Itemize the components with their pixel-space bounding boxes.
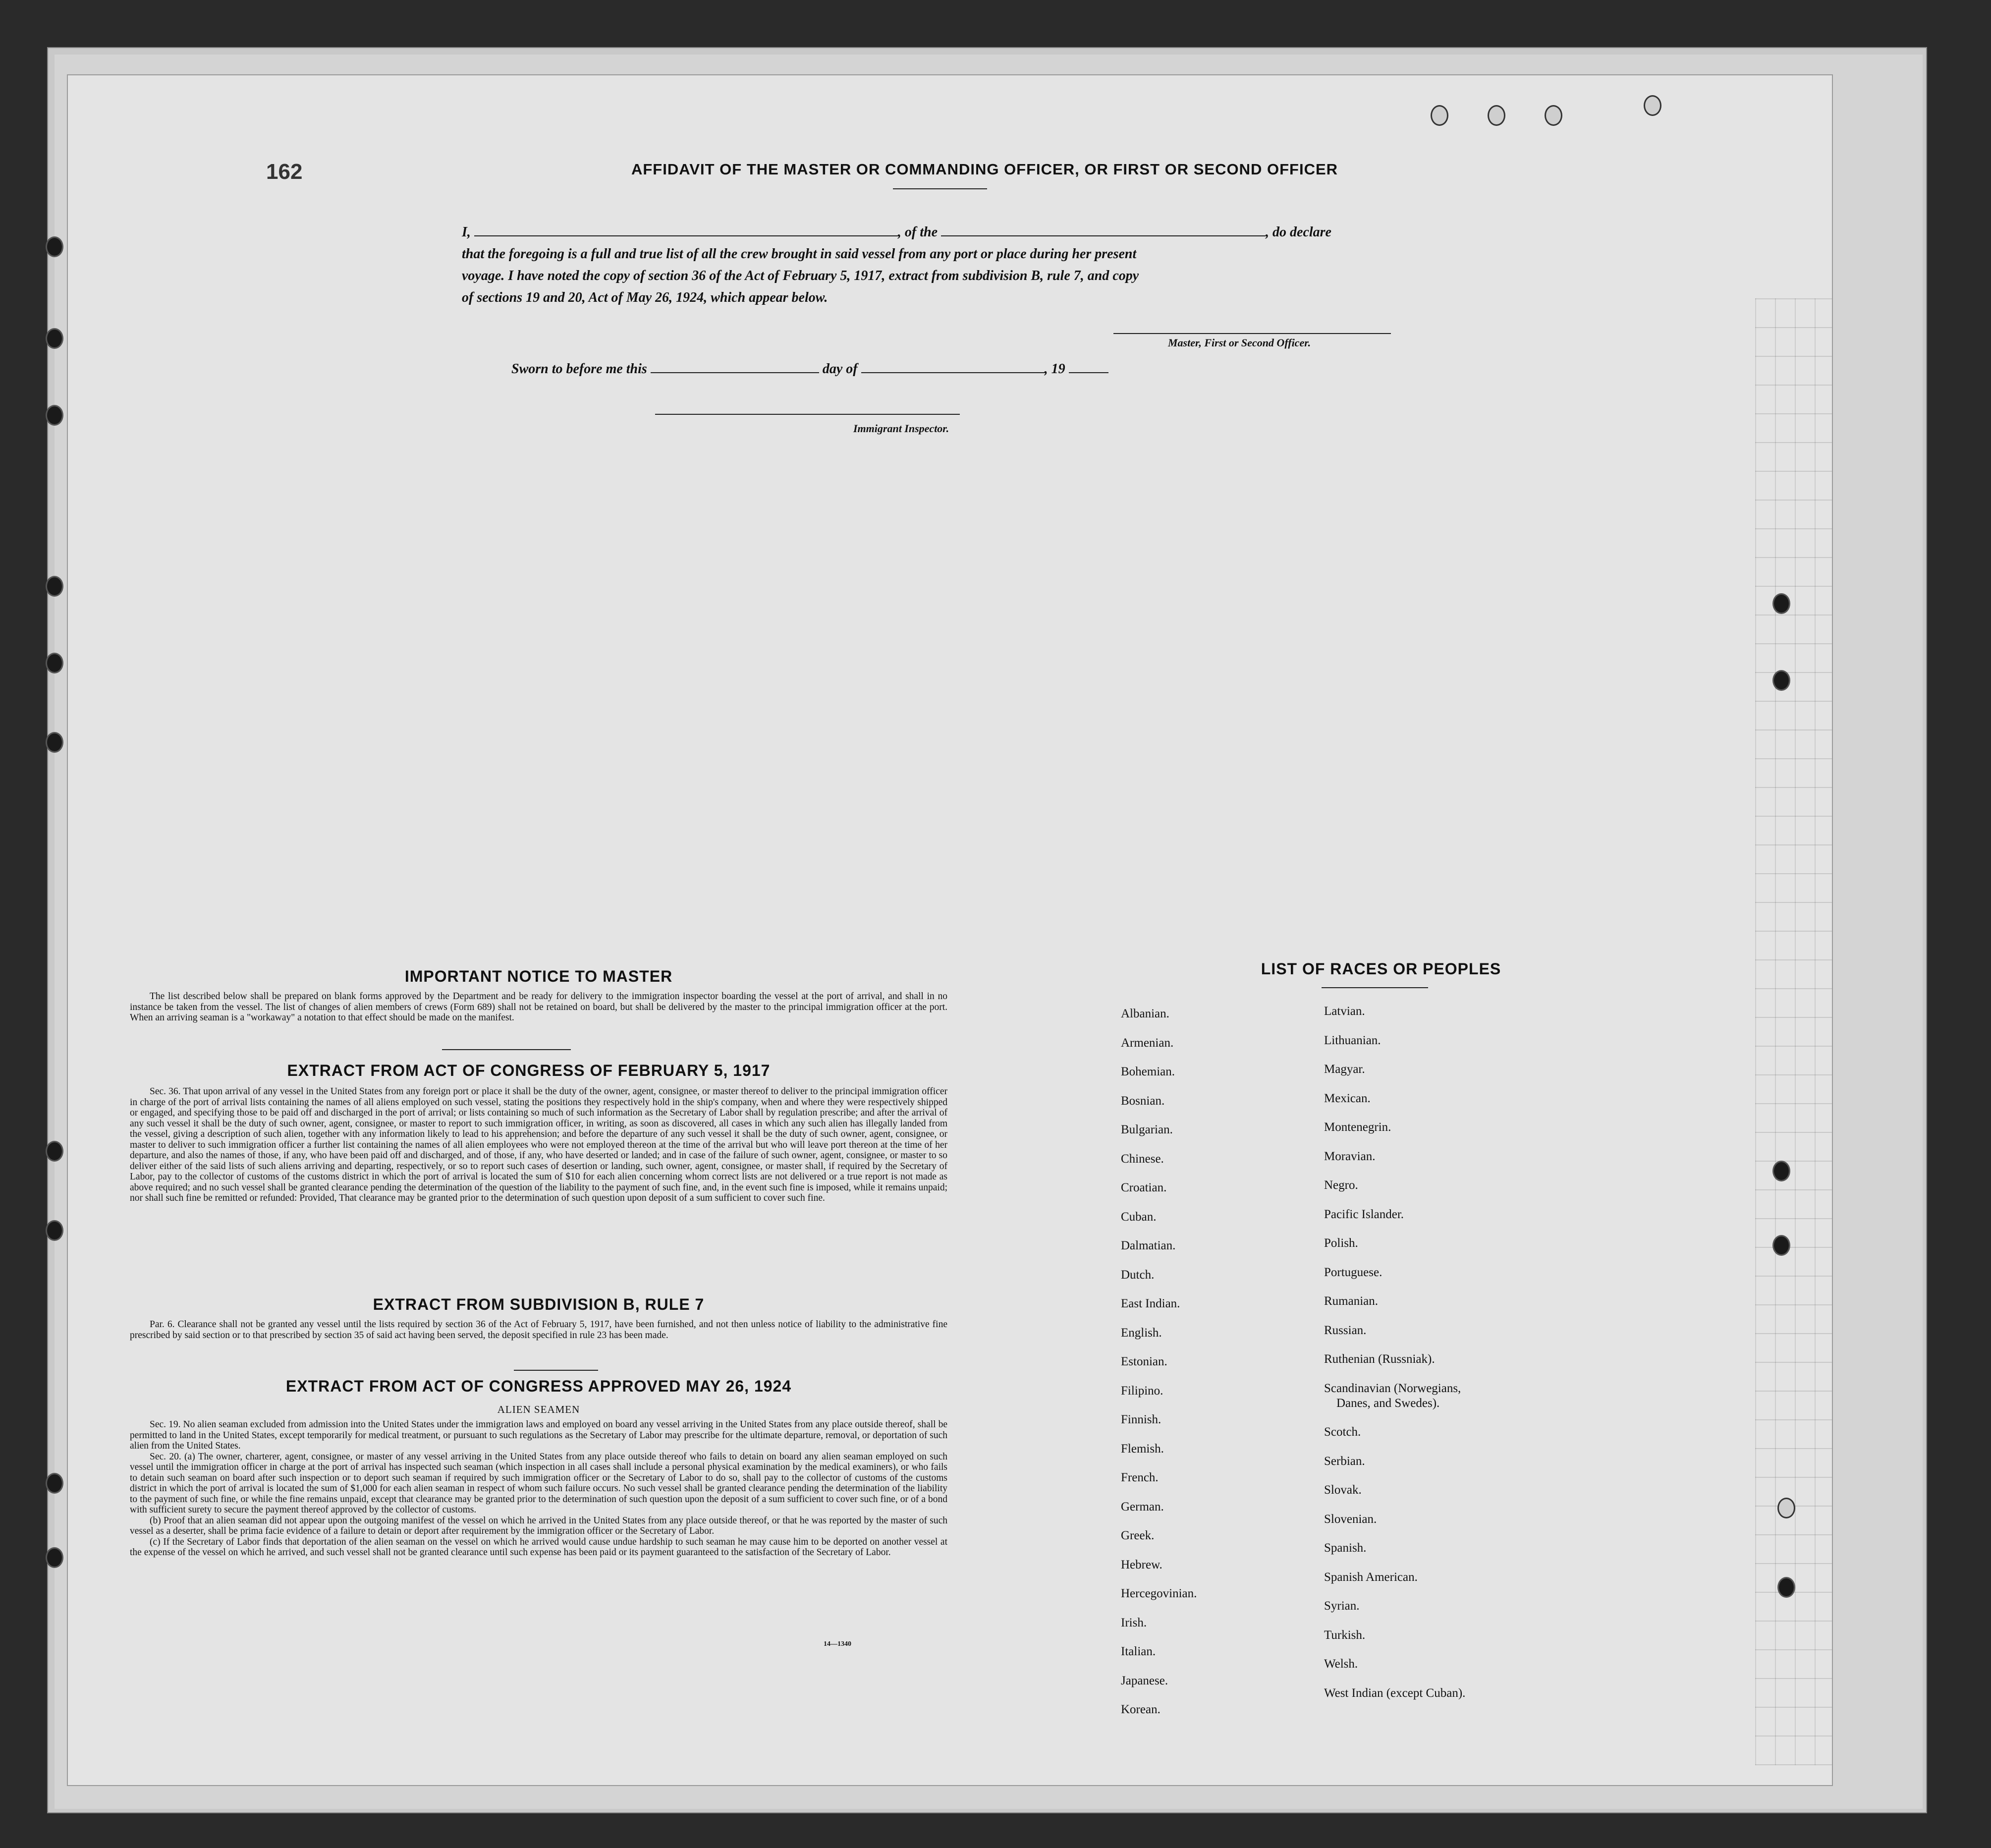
sheet-number: 162 bbox=[266, 160, 303, 184]
race-item: Bulgarian. bbox=[1121, 1123, 1173, 1136]
race-item: Scotch. bbox=[1324, 1425, 1361, 1439]
race-item: Negro. bbox=[1324, 1178, 1358, 1192]
binder-hole bbox=[46, 1473, 63, 1494]
binder-hole bbox=[1772, 670, 1790, 691]
affidavit-title: AFFIDAVIT OF THE MASTER OR COMMANDING OFFICER, OR FIRST OR SECOND OFFICER bbox=[631, 161, 1338, 178]
race-item: Russian. bbox=[1324, 1323, 1367, 1337]
race-item: Lithuanian. bbox=[1324, 1033, 1381, 1047]
race-item: Danes, and Swedes). bbox=[1336, 1396, 1440, 1410]
race-item: Syrian. bbox=[1324, 1599, 1360, 1613]
race-item: Hebrew. bbox=[1121, 1558, 1162, 1571]
rule7-paragraph: Par. 6. Clearance shall not be granted any vessel until the lists required by section 36 of the Act of February 5, 1917, have been furnished, and not then unless notice of liability to the administrative fine prescribed by said section or to that prescribed by section 35 of said act having been served, the deposit specified in rule 23 has been made. bbox=[130, 1319, 947, 1341]
race-item: Albanian. bbox=[1121, 1007, 1169, 1020]
binder-hole bbox=[46, 732, 63, 753]
race-item: Slovak. bbox=[1324, 1483, 1362, 1497]
race-item: Latvian. bbox=[1324, 1005, 1365, 1018]
binder-hole bbox=[46, 328, 63, 349]
sworn-day-field[interactable] bbox=[651, 360, 819, 373]
binder-hole bbox=[1777, 1577, 1795, 1598]
affidavit-line4: of sections 19 and 20, Act of May 26, 1924, which appear below. bbox=[462, 290, 828, 305]
race-item: Chinese. bbox=[1121, 1152, 1164, 1166]
affidavit-line3: voyage. I have noted the copy of section 36 of the Act of February 5, 1917, extract from subdivision B, rule 7, and copy bbox=[462, 268, 1139, 283]
affidavit-line1-mid: , of the bbox=[897, 224, 938, 240]
race-item: Korean. bbox=[1121, 1703, 1161, 1716]
sworn-mid: day of bbox=[822, 361, 858, 377]
master-signature-line[interactable] bbox=[1113, 333, 1391, 334]
document-page bbox=[67, 74, 1833, 1786]
affidavit-line1-end: , do declare bbox=[1266, 224, 1331, 240]
race-item: Polish. bbox=[1324, 1236, 1358, 1250]
vessel-field[interactable] bbox=[941, 224, 1266, 236]
race-item: Armenian. bbox=[1121, 1036, 1174, 1050]
race-item: Spanish. bbox=[1324, 1541, 1367, 1555]
sworn-line bbox=[511, 360, 1108, 377]
race-item: Croatian. bbox=[1121, 1181, 1167, 1194]
race-item: East Indian. bbox=[1121, 1297, 1180, 1310]
section-19-paragraph: Sec. 19. No alien seaman excluded from admission into the United States under the immigration laws and employed on board any vessel arriving in the United States from any place outside thereof, shall be permitted to land in the United States, except temporarily for medical treatment, or pursuant to such regulations as the Secretary of Labor may prescribe for the ultimate departure, removal, or deportation of such alien from the United States. bbox=[130, 1419, 947, 1451]
race-item: Finnish. bbox=[1121, 1413, 1161, 1426]
race-item: English. bbox=[1121, 1326, 1162, 1340]
inspector-label: Immigrant Inspector. bbox=[853, 422, 949, 435]
races-left-column bbox=[1121, 1007, 1197, 1732]
race-item: Scandinavian (Norwegians, bbox=[1324, 1381, 1461, 1395]
race-item: Pacific Islander. bbox=[1324, 1207, 1404, 1221]
race-item: Japanese. bbox=[1121, 1674, 1168, 1687]
punch-hole bbox=[1488, 105, 1505, 126]
binder-hole bbox=[1777, 1498, 1795, 1518]
sworn-start: Sworn to before me this bbox=[511, 361, 647, 377]
binder-hole bbox=[1772, 1235, 1790, 1256]
race-item: Montenegrin. bbox=[1324, 1120, 1391, 1134]
races-rule bbox=[1322, 987, 1428, 988]
race-item: Portuguese. bbox=[1324, 1265, 1383, 1279]
section-20c-paragraph: (c) If the Secretary of Labor finds that deportation of the alien seaman on the vessel on which he arrived would cause undue hardship to such seaman he may cause him to be deported on another vessel at the expense of the vessel on which he arrived, and such vessel shall not be granted clearance until such expense has been paid or its payment guaranteed to the satisfaction of the Secretary of Labor. bbox=[130, 1536, 947, 1558]
sworn-end: , 19 bbox=[1044, 361, 1065, 377]
race-item: Bosnian. bbox=[1121, 1094, 1165, 1108]
notice-text bbox=[130, 991, 947, 1023]
race-item: Serbian. bbox=[1324, 1454, 1365, 1468]
race-item: Mexican. bbox=[1324, 1091, 1371, 1105]
punch-hole bbox=[1545, 105, 1562, 126]
section-20b-paragraph: (b) Proof that an alien seaman did not appear upon the outgoing manifest of the vessel on which he arrived in the United States from any place outside thereof, or that he was reported by the master of such vessel as a deserter, shall be prima facie evidence of a failure to detain or deport after requirement by the immigration officer or the Secretary of Labor. bbox=[130, 1515, 947, 1536]
binder-hole bbox=[46, 576, 63, 597]
race-item: Greek. bbox=[1121, 1529, 1155, 1542]
punch-hole bbox=[1431, 105, 1448, 126]
section-rule bbox=[514, 1370, 598, 1371]
race-item: Moravian. bbox=[1324, 1149, 1376, 1163]
race-item: Italian. bbox=[1121, 1645, 1156, 1658]
races-title: LIST OF RACES OR PEOPLES bbox=[1261, 960, 1501, 978]
race-item: German. bbox=[1121, 1500, 1164, 1513]
affidavit-line2: that the foregoing is a full and true list of all the crew brought in said vessel from any port or place during her present bbox=[462, 246, 1137, 262]
alien-seamen-subtitle: ALIEN SEAMEN bbox=[497, 1403, 580, 1415]
extract-rule7-title: EXTRACT FROM SUBDIVISION B, RULE 7 bbox=[373, 1295, 705, 1313]
notice-title: IMPORTANT NOTICE TO MASTER bbox=[404, 967, 673, 985]
race-item: French. bbox=[1121, 1471, 1159, 1484]
race-item: Slovenian. bbox=[1324, 1512, 1377, 1526]
title-rule bbox=[893, 188, 987, 189]
race-item: Ruthenian (Russniak). bbox=[1324, 1352, 1435, 1366]
extract-rule7-text bbox=[130, 1319, 947, 1341]
extract-1924-text bbox=[130, 1419, 947, 1558]
race-item: Flemish. bbox=[1121, 1442, 1164, 1456]
sworn-year-field[interactable] bbox=[1069, 360, 1108, 373]
race-item: Estonian. bbox=[1121, 1355, 1167, 1368]
extract-1917-text bbox=[130, 1086, 947, 1204]
extract-1917-title: EXTRACT FROM ACT OF CONGRESS OF FEBRUARY 5, 1917 bbox=[287, 1062, 771, 1079]
sworn-month-field[interactable] bbox=[861, 360, 1045, 373]
binder-hole bbox=[46, 1220, 63, 1241]
race-item: Hercegovinian. bbox=[1121, 1587, 1197, 1600]
notice-paragraph: The list described below shall be prepared on blank forms approved by the Department and be ready for delivery to the immigration inspector boarding the vessel at the port of arrival, and shall in no instance be taken from the vessel. The list of changes of alien members of crews (Form 689) shall not be retained on board, but shall be delivered by the master to the principal immigration officer at the port. When an arriving seaman is a "workaway" a notation to that effect should be made on the manifest. bbox=[130, 991, 947, 1023]
form-code: 14—1340 bbox=[824, 1640, 851, 1648]
race-item: Rumanian. bbox=[1324, 1294, 1379, 1308]
binder-hole bbox=[46, 405, 63, 426]
race-item: Filipino. bbox=[1121, 1384, 1163, 1398]
races-right-column bbox=[1324, 1005, 1465, 1715]
binder-hole bbox=[1772, 593, 1790, 614]
race-item: Turkish. bbox=[1324, 1628, 1366, 1642]
race-item: Dutch. bbox=[1121, 1268, 1155, 1282]
binder-hole bbox=[46, 236, 63, 257]
master-label: Master, First or Second Officer. bbox=[1168, 336, 1311, 349]
inspector-signature-line[interactable] bbox=[655, 414, 960, 415]
race-item: West Indian (except Cuban). bbox=[1324, 1686, 1466, 1700]
race-item: Cuban. bbox=[1121, 1210, 1157, 1224]
section-20a-paragraph: Sec. 20. (a) The owner, charterer, agent, consignee, or master of any vessel arriving in the United States from any place outside thereof who fails to detain on board any alien seaman employed on such vessel until the immigration officer in charge at the port of arrival has inspected such seaman (which inspection in all cases shall include a personal physical examination by the medical examiners), or who fails to detain such seaman on board after such inspection or to deport such seaman if required by such immigration officer or the Secretary of Labor to do so, shall pay to the collector of customs of the customs district in which the port of arrival is located the sum of $1,000 for each alien seaman in respect of whom such failure occurs. No such vessel shall be granted clearance pending the determination of the liability to the payment of such fine, or while the fine remains unpaid, except that clearance may be granted prior to the determination of such question upon the deposit of a sum sufficient to cover such fine, or of a bond with sufficient surety to secure the payment thereof approved by the collector of customs. bbox=[130, 1451, 947, 1515]
race-item: Bohemian. bbox=[1121, 1065, 1175, 1078]
punch-hole bbox=[1644, 95, 1661, 116]
race-item: Dalmatian. bbox=[1121, 1239, 1176, 1252]
race-item: Spanish American. bbox=[1324, 1570, 1418, 1584]
affidavit-text bbox=[462, 222, 1453, 309]
race-item: Welsh. bbox=[1324, 1657, 1358, 1671]
race-item: Magyar. bbox=[1324, 1063, 1365, 1076]
binder-hole bbox=[46, 653, 63, 673]
ledger-grid-edge bbox=[1755, 298, 1832, 1765]
binder-hole bbox=[46, 1141, 63, 1162]
section-36-paragraph: Sec. 36. That upon arrival of any vessel in the United States from any foreign port or place it shall be the duty of the owner, agent, consignee, or master thereof to deliver to the principal immigration officer in charge of the port of arrival lists containing the names of all aliens employed on such vessel, stating the positions they respectively hold in the ship's company, when and where they were respectively shipped or engaged, and specifying those to be paid off and discharged in the port of arrival; or lists containing so much of such information as the Secretary of Labor shall by regulation prescribe; and after the arrival of any such vessel it shall be the duty of such owner, agent, consignee, or master to report to such immigration officer, in writing, as soon as discovered, all cases in which any such alien has illegally landed from the vessel, giving a description of such alien, together with any information likely to lead to his apprehension; and before the departure of any such vessel it shall be the duty of such owner, agent, consignee, or master to deliver to such immigration officer a further list containing the names of all alien employees who were not employed thereon at the time of the arrival but who will leave port thereon at the time of her departure, and also the names of those, if any, who have been paid off and discharged, and of those, if any, who have deserted or landed; and in case of the failure of such owner, agent, consignee, or master to so deliver either of the said lists of such aliens arriving and departing, respectively, or so to report such cases of desertion or landing, such owner, agent, consignee, or master shall, if required by the Secretary of Labor, pay to the collector of customs of the customs district in which the port of arrival is located the sum of $10 for each alien concerning whom correct lists are not delivered or a true report is not made as above required; and no such vessel shall be granted clearance pending the determination of the question of the liability to the payment of such fine, and, in the event such fine is imposed, while it remains unpaid; nor shall such fine be remitted or refunded: Provided, That clearance may be granted prior to the determination of such question upon deposit of a sum sufficient to cover such fine. bbox=[130, 1086, 947, 1203]
race-item: Irish. bbox=[1121, 1616, 1147, 1629]
section-rule bbox=[442, 1049, 571, 1050]
name-field[interactable] bbox=[474, 224, 898, 236]
extract-1924-title: EXTRACT FROM ACT OF CONGRESS APPROVED MAY 26, 1924 bbox=[285, 1377, 792, 1395]
binder-hole bbox=[46, 1547, 63, 1568]
binder-hole bbox=[1772, 1161, 1790, 1181]
affidavit-line1-start: I, bbox=[462, 224, 471, 240]
